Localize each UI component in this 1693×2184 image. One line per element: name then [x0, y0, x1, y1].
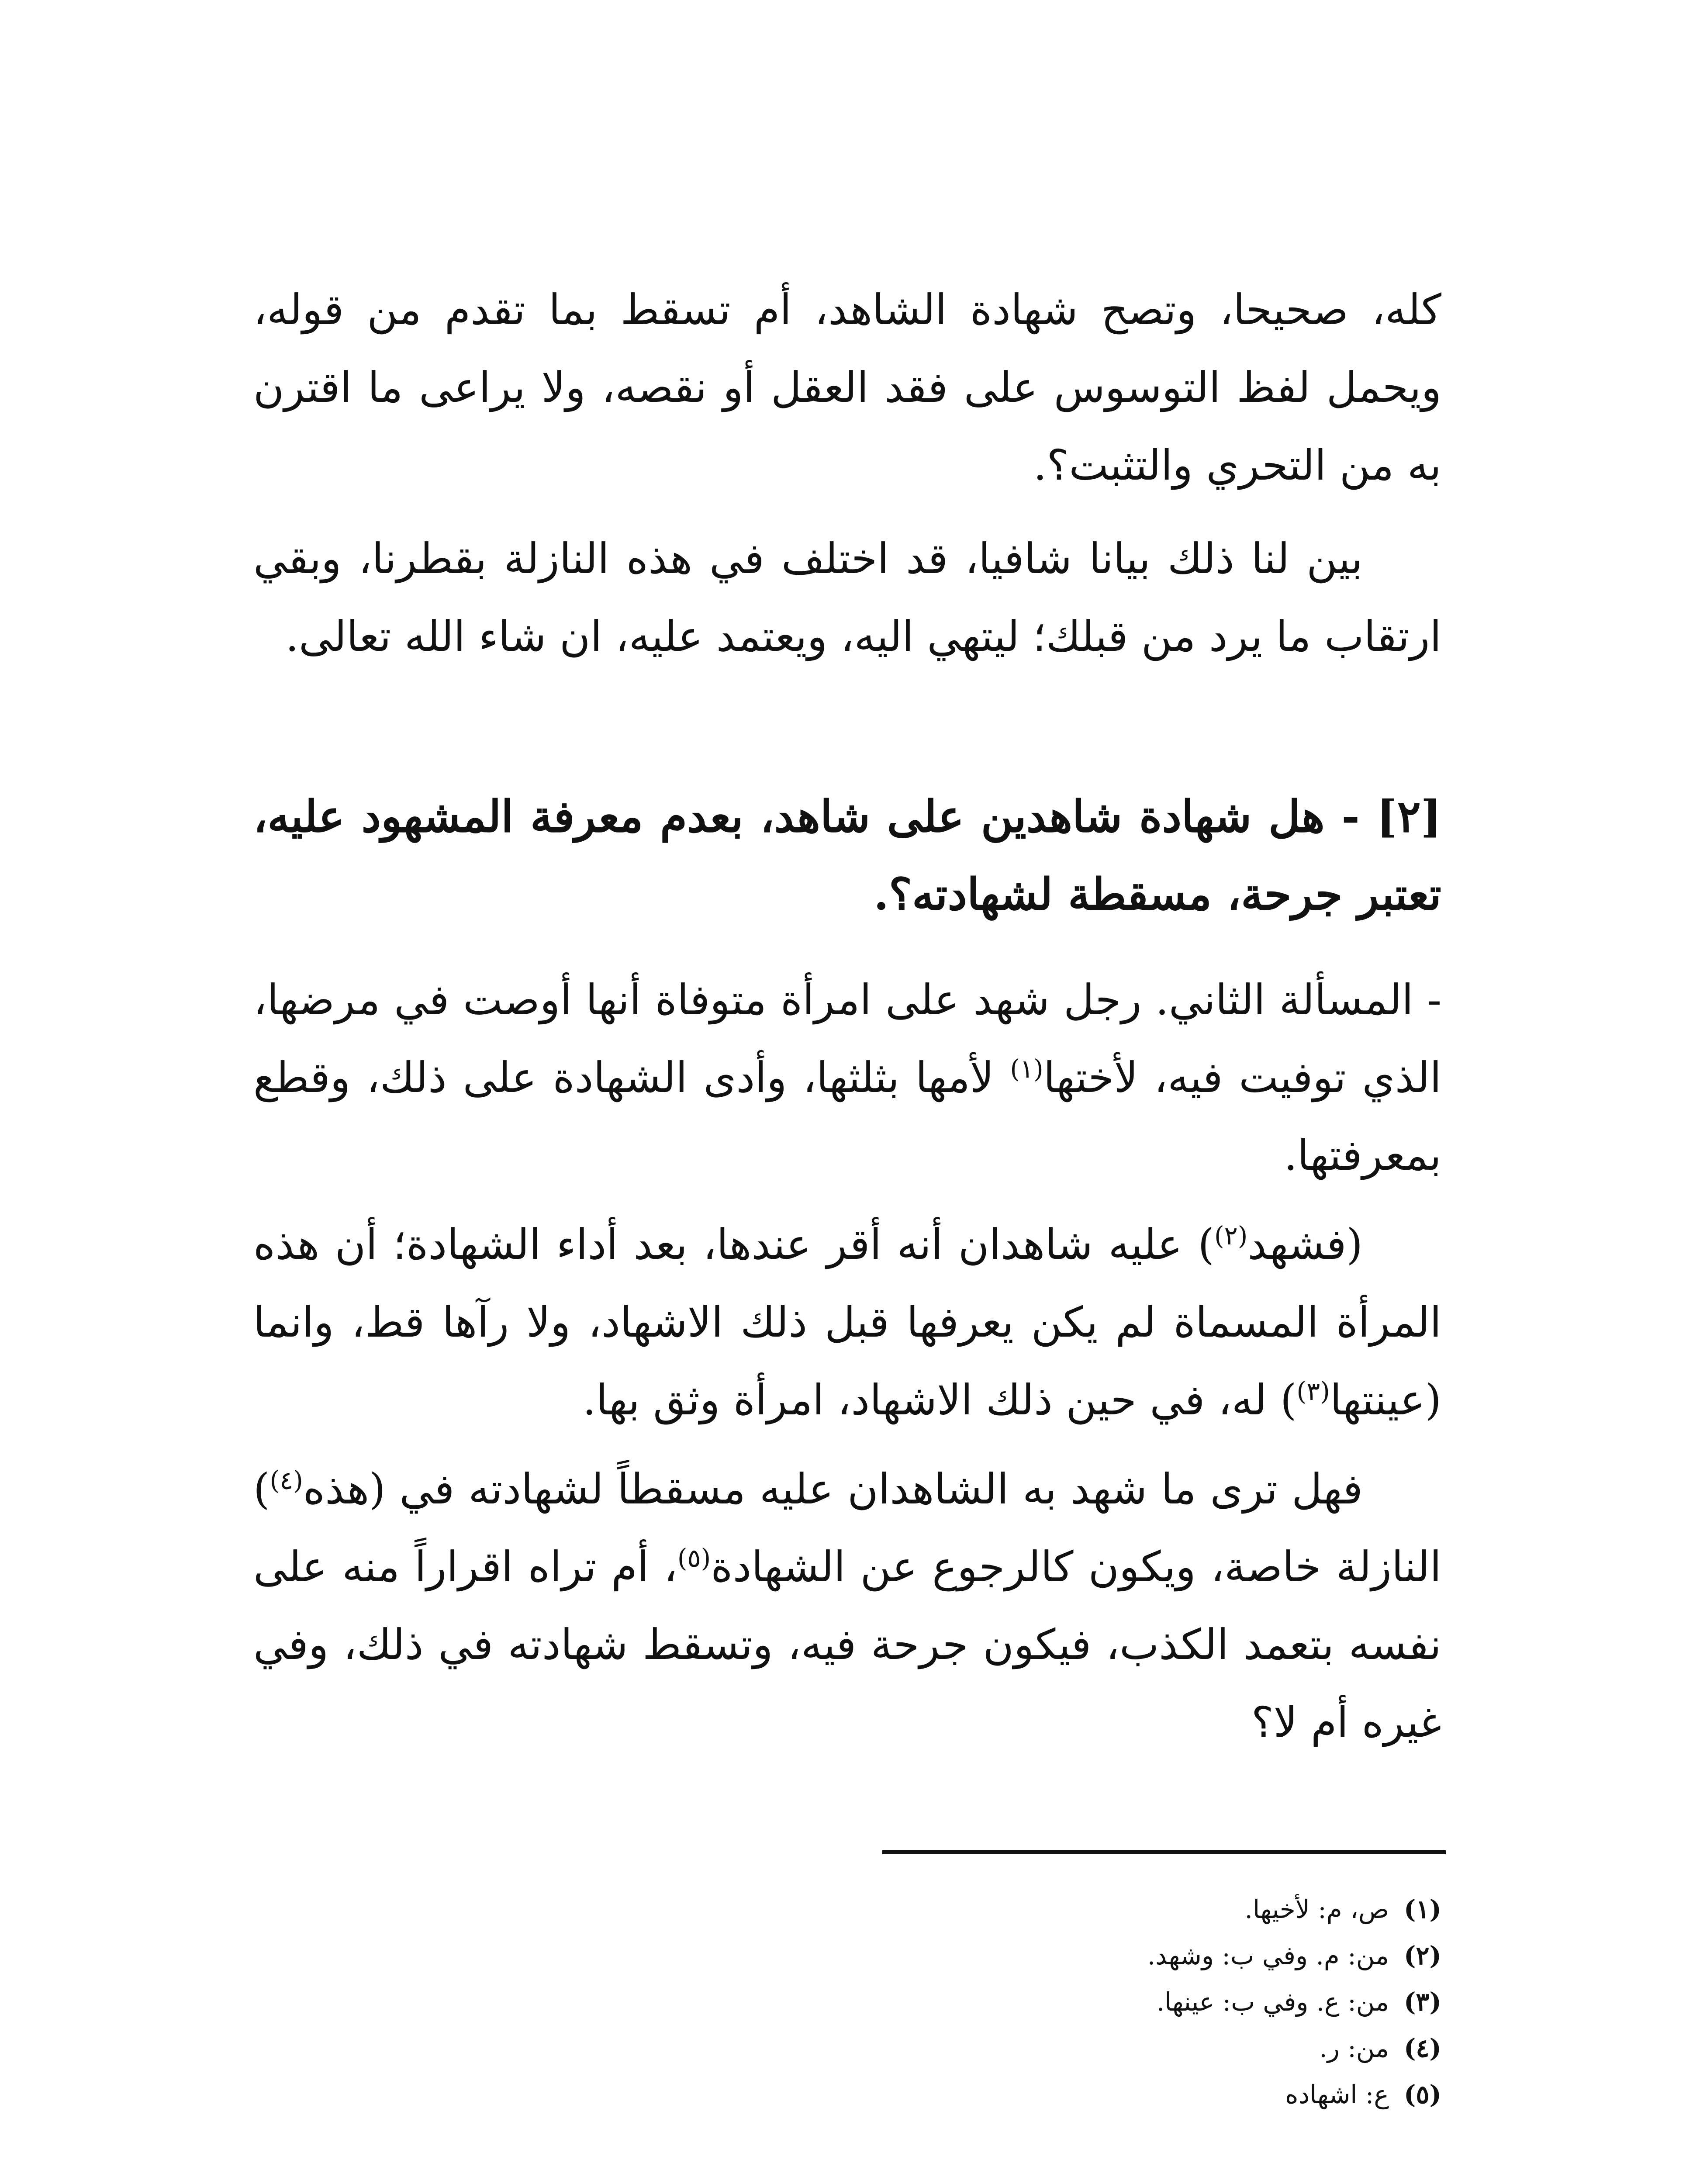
footnote-text: ص، م: لأخيها. [1244, 1894, 1389, 1924]
body-text-second [253, 520, 1441, 675]
body-text-third [253, 961, 1441, 1194]
body-text-fifth [253, 1450, 1441, 1761]
footnote-ref-4: (٤) [269, 1465, 303, 1495]
footnote-text: ع: اشهاده [1285, 2080, 1389, 2109]
footnotes [786, 1886, 1441, 2118]
footnote-ref-5: (٥) [677, 1543, 711, 1573]
paragraph-4-text-b: ) عليه شاهدان أنه أقر عندها، بعد أداء الشهادة؛ أن هذه المرأة المسماة لم يكن يعرفها قبل ذلك الاشهاد، ولا رآها قط، وانما (عينتها [253, 1220, 1442, 1424]
question-heading-block [253, 778, 1441, 933]
paragraph-5-text-b: ) النازلة خاصة، ويكون كالرجوع عن الشهادة [253, 1465, 1441, 1591]
footnote-2 [786, 1932, 1441, 1979]
footnote-text: من: ع. وفي ب: عينها. [1156, 1987, 1389, 2017]
footnote-5 [786, 2071, 1441, 2118]
footnote-number: (٣) [1403, 1987, 1441, 2017]
footnote-text: من: م. وفي ب: وشهد. [1147, 1941, 1389, 1970]
footnote-ref-1: (١) [1010, 1054, 1043, 1084]
paragraph-4-text-a: (فشهد [1247, 1220, 1363, 1269]
footnote-4 [786, 2025, 1441, 2071]
paragraph-5 [253, 1450, 1441, 1761]
footnote-text: من: ر. [1319, 2033, 1389, 2063]
paragraph-4 [253, 1206, 1441, 1439]
paragraph-3 [253, 961, 1441, 1194]
paragraph-5-text-c: ، أم تراه اقراراً منه على نفسه بتعمد الكذب، فيكون جرحة فيه، وتسقط شهادته في ذلك، وفي غيره أم لا؟ [253, 1542, 1441, 1747]
body-text-fourth [253, 1206, 1441, 1439]
body-text-top [253, 271, 1441, 504]
footnote-number: (٢) [1403, 1941, 1441, 1970]
footnote-3 [786, 1979, 1441, 2025]
footnote-ref-2: (٢) [1214, 1221, 1248, 1251]
question-heading: [٢] - هل شهادة شاهدين على شاهد، بعدم معرفة المشهود عليه، تعتبر جرحة، مسقطة لشهادته؟. [253, 791, 1441, 920]
footnote-number: (١) [1403, 1894, 1441, 1924]
paragraph-4-text-c: ) له، في حين ذلك الاشهاد، امرأة وثق بها. [582, 1375, 1297, 1424]
footnote-divider [882, 1850, 1446, 1854]
paragraph-5-text-a: فهل ترى ما شهد به الشاهدان عليه مسقطاً لشهادته في (هذه [303, 1465, 1363, 1514]
paragraph-1: كله، صحيحا، وتصح شهادة الشاهد، أم تسقط بما تقدم من قوله، ويحمل لفظ التوسوس على فقد العقل أو نقصه، ولا يراعى ما اقترن به من التحري والتثبت؟. [253, 285, 1442, 490]
paragraph-3-text-a: - المسألة الثاني. رجل شهد على امرأة متوفاة أنها أوصت في مرضها، الذي توفيت فيه، لأختها [253, 975, 1442, 1102]
paragraph-3-text-b: لأمها بثلثها، وأدى الشهادة على ذلك، وقطع بمعرفتها. [253, 1053, 1441, 1180]
footnote-1 [786, 1886, 1441, 1932]
footnote-number: (٥) [1403, 2080, 1441, 2109]
footnote-number: (٤) [1403, 2033, 1441, 2063]
paragraph-2: بين لنا ذلك بيانا شافيا، قد اختلف في هذه النازلة بقطرنا، وبقي ارتقاب ما يرد من قبلك؛ ليتهي اليه، ويعتمد عليه، ان شاء الله تعالى. [253, 534, 1441, 661]
footnote-ref-3: (٣) [1296, 1376, 1330, 1406]
